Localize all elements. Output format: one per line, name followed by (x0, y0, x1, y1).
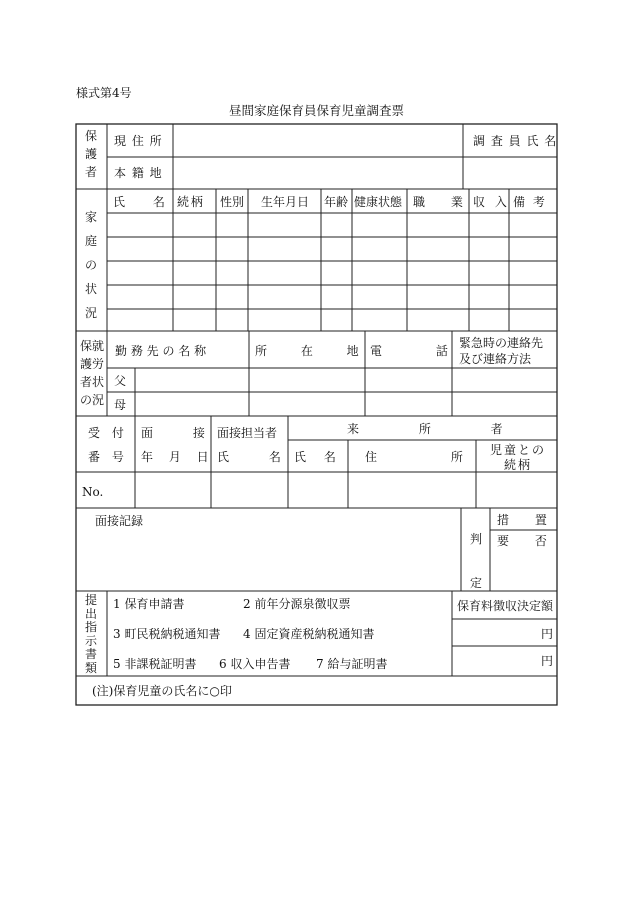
family-header-occupation: 職 業 (413, 195, 463, 209)
visitor-address-label: 住 所 (365, 450, 463, 464)
relation-label: 児童との続柄 (489, 443, 546, 472)
family-header-name: 氏 名 (113, 195, 165, 209)
document-item-2: 2 前年分源泉徴収票 (243, 597, 351, 611)
family-status-label: 家庭の状況 (84, 210, 97, 320)
visitor-name-label: 氏 名 (294, 450, 336, 464)
domicile-label: 本 籍 地 (114, 166, 163, 180)
employment-header-workplace: 勤 務 先 の 名 称 (115, 344, 207, 358)
interviewer-label-top: 面接担当者 (217, 426, 278, 440)
interview-record-label: 面接記録 (95, 514, 144, 528)
fee-yen-2: 円 (541, 654, 554, 668)
reception-number-label-top: 受 付 (88, 426, 124, 440)
document-item-7: 7 給与証明書 (316, 657, 388, 671)
investigator-name-label: 調 査 員 氏 名 (473, 134, 558, 148)
family-header-income: 収 入 (473, 195, 507, 209)
document-item-1: 1 保育申請書 (113, 597, 185, 611)
measure-label: 措 置 (497, 513, 547, 527)
family-header-relation: 続 柄 (177, 195, 203, 209)
document-item-6: 6 収入申告書 (219, 657, 291, 671)
document-item-4: 4 固定資産税納税通知書 (243, 627, 375, 641)
current-address-label: 現 住 所 (114, 134, 163, 148)
form-title: 昼間家庭保育員保育児童調査票 (229, 103, 405, 118)
reception-number-prefix: No. (82, 485, 104, 499)
necessity-label: 要 否 (497, 534, 547, 548)
form-number: 様式第4号 (76, 86, 132, 100)
document-item-3: 3 町民税納税通知書 (113, 627, 221, 641)
employment-header-emergency: 緊急時の連絡先及び連絡方法 (459, 336, 544, 366)
reception-number-label-bottom: 番 号 (88, 450, 124, 464)
father-label: 父 (114, 374, 127, 388)
family-header-age: 年齢 (324, 195, 349, 209)
documents-label: 提出指示書類 (84, 593, 97, 675)
fee-yen-1: 円 (541, 627, 554, 641)
employment-header-phone: 電 話 (370, 344, 448, 358)
visitor-label: 来 所 者 (347, 422, 503, 436)
family-header-birthdate: 生年月日 (261, 195, 310, 209)
guardian-label: 保護者 (84, 129, 97, 179)
fee-label: 保育料徴収決定額 (457, 599, 554, 613)
document-item-5: 5 非課税証明書 (113, 657, 197, 671)
footnote: (注)保育児童の氏名に○印 (92, 684, 232, 698)
family-header-remarks: 備 考 (513, 195, 545, 209)
interview-date-label-bottom: 年 月 日 (141, 450, 209, 464)
family-header-health: 健康状態 (354, 195, 403, 209)
interview-date-label-top: 面 接 (141, 426, 205, 440)
judgement-label: 判定 (469, 532, 482, 590)
mother-label: 母 (114, 398, 127, 412)
employment-header-location: 所 在 地 (255, 344, 359, 358)
interviewer-label-bottom: 氏 名 (217, 450, 281, 464)
family-header-sex: 性別 (220, 195, 245, 209)
employment-status-label: 保就護労者状の況 (80, 339, 105, 407)
